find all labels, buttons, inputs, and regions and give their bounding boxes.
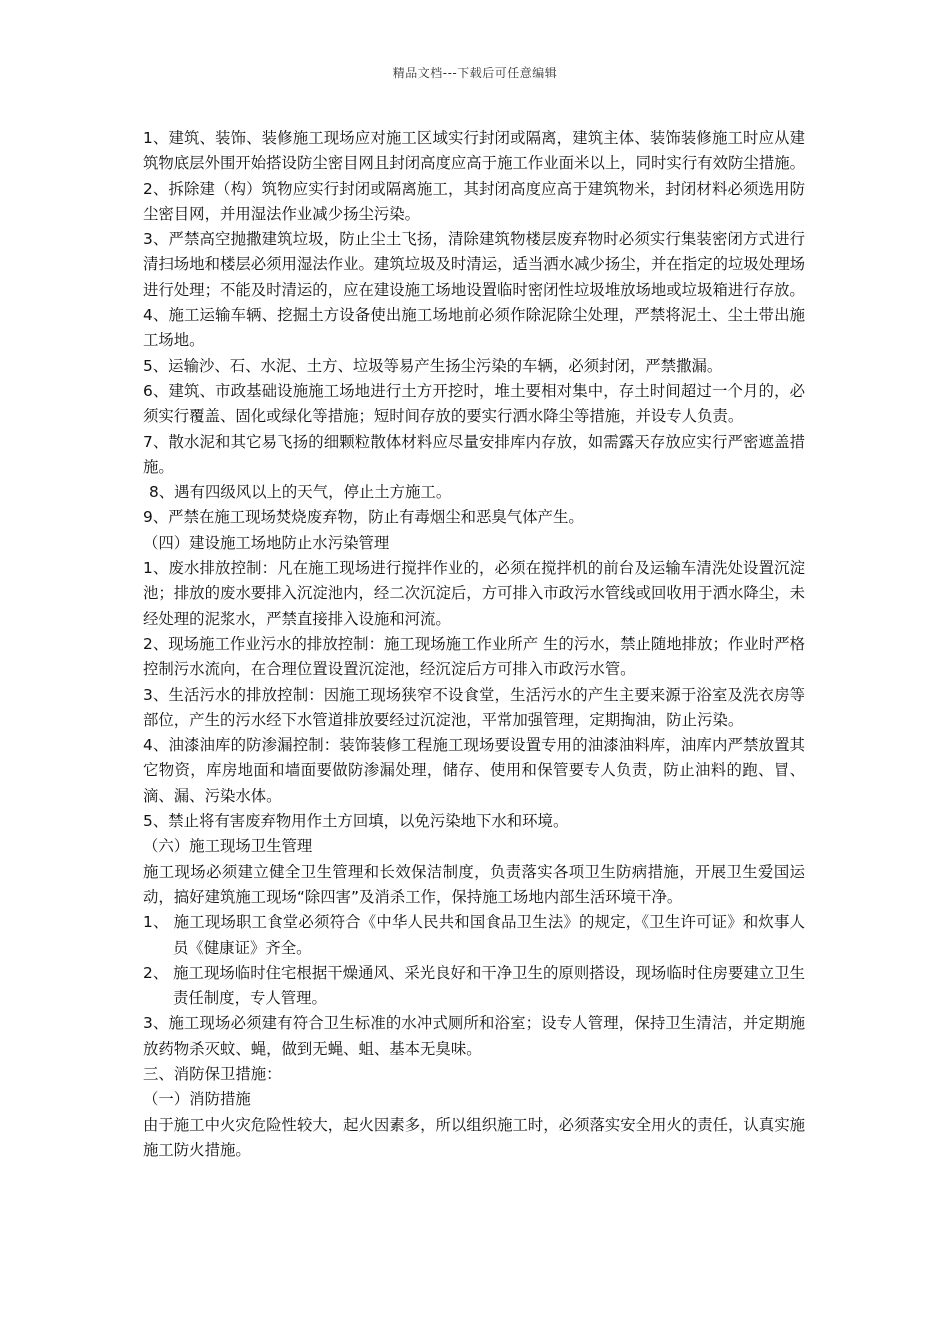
list-item: 1、 施工现场职工食堂必须符合《中华人民共和国食品卫生法》的规定，《卫生许可证》和炊事人员《健康证》齐全。 xyxy=(143,913,805,957)
page-header: 精品文档---下载后可任意编辑 xyxy=(392,66,558,80)
paragraph: 3、施工现场必须建有符合卫生标准的水冲式厕所和浴室；设专人管理，保持卫生清洁，并定期施放药物杀灭蚊、蝇，做到无蝇、蛆、基本无臭味。 xyxy=(143,1014,805,1058)
paragraph: 1、建筑、装饰、装修施工现场应对施工区域实行封闭或隔离，建筑主体、装饰装修施工时应从建筑物底层外围开始搭设防尘密目网且封闭高度应高于施工作业面米以上，同时实行有效防尘措施。 2、拆除建（构）筑物应实行封闭或隔离施工，其封闭高度应高于建筑物米，封闭材料必须选用防尘密目网，并用湿法作业减少扬尘污染。 xyxy=(143,129,805,223)
paragraph: 3、生活污水的排放控制：因施工现场狭窄不设食堂，生活污水的产生主要来源于浴室及洗衣房等部位，产生的污水经下水管道排放要经过沉淀池，平常加强管理，定期掏油，防止污染。 xyxy=(143,685,805,729)
list-item: 2、 施工现场临时住宅根据干燥通风、采光良好和干净卫生的原则搭设，现场临时住房要建立卫生责任制度，专人管理。 xyxy=(143,963,805,1008)
paragraph: 3、严禁高空抛撒建筑垃圾，防止尘土飞扬，清除建筑物楼层废弃物时必须实行集装密闭方式进行清扫场地和楼层必须用湿法作业。建筑垃圾及时清运，适当洒水减少扬尘，并在指定的垃圾处理场进行处理；不能及时清运的，应在建设施工场地设置临时密闭性垃圾堆放场地或垃圾箱进行存放。 xyxy=(143,230,805,299)
paragraph: 4、施工运输车辆、挖掘土方设备使出施工场地前必须作除泥除尘处理，严禁将泥土、尘土带出施工场地。 xyxy=(143,306,805,350)
paragraph: 6、建筑、市政基础设施施工场地进行土方开挖时，堆土要相对集中，存土时间超过一个月的，必须实行覆盖、固化或绿化等措施；短时间存放的要实行洒水降尘等措施，并设专人负责。 xyxy=(143,381,805,426)
section-heading: （六）施工现场卫生管理 xyxy=(143,837,313,856)
paragraph: 5、运输沙、石、水泥、土方、垃圾等易产生扬尘污染的车辆，必须封闭，严禁撒漏。 xyxy=(143,356,723,375)
paragraph: 9、严禁在施工现场焚烧废弃物，防止有毒烟尘和恶臭气体产生。 xyxy=(143,508,584,527)
paragraph: 2、现场施工作业污水的排放控制：施工现场施工作业所产 生的污水，禁止随地排放；作业时严格控制污水流向，在合理位置设置沉淀池，经沉淀后方可排入市政污水管。 xyxy=(143,634,805,679)
section-heading: （四）建设施工场地防止水污染管理 xyxy=(143,533,390,552)
paragraph: 施工现场必须建立健全卫生管理和长效保洁制度，负责落实各项卫生防病措施，开展卫生爱国运动，搞好建筑施工现场“除四害”及消杀工作，保持施工场地内部生活环境干净。 xyxy=(143,862,805,906)
section-heading: 三、消防保卫措施： xyxy=(143,1064,282,1083)
section-heading: （一）消防措施 xyxy=(143,1090,251,1109)
paragraph: 8、遇有四级风以上的天气，停止土方施工。 xyxy=(149,483,452,502)
document-body xyxy=(143,126,805,1163)
paragraph: 7、散水泥和其它易飞扬的细颗粒散体材料应尽量安排库内存放，如需露天存放应实行严密遮盖措施。 xyxy=(143,432,805,476)
paragraph: 5、禁止将有害废弃物用作土方回填，以免污染地下水和环境。 xyxy=(143,812,569,831)
paragraph: 4、油漆油库的防渗漏控制：装饰装修工程施工现场要设置专用的油漆油料库，油库内严禁放置其它物资，库房地面和墙面要做防渗漏处理，储存、使用和保管要专人负责，防止油料的跑、冒、滴、漏、污染水体。 xyxy=(143,736,805,805)
paragraph: 1、废水排放控制：凡在施工现场进行搅拌作业的，必须在搅拌机的前台及运输车清洗处设置沉淀池；排放的废水要排入沉淀池内，经二次沉淀后，方可排入市政污水管线或回收用于洒水降尘，未经处理的泥浆水，严禁直接排入设施和河流。 xyxy=(143,559,805,628)
paragraph: 由于施工中火灾危险性较大，起火因素多，所以组织施工时，必须落实安全用火的责任，认真实施施工防火措施。 xyxy=(143,1115,805,1159)
